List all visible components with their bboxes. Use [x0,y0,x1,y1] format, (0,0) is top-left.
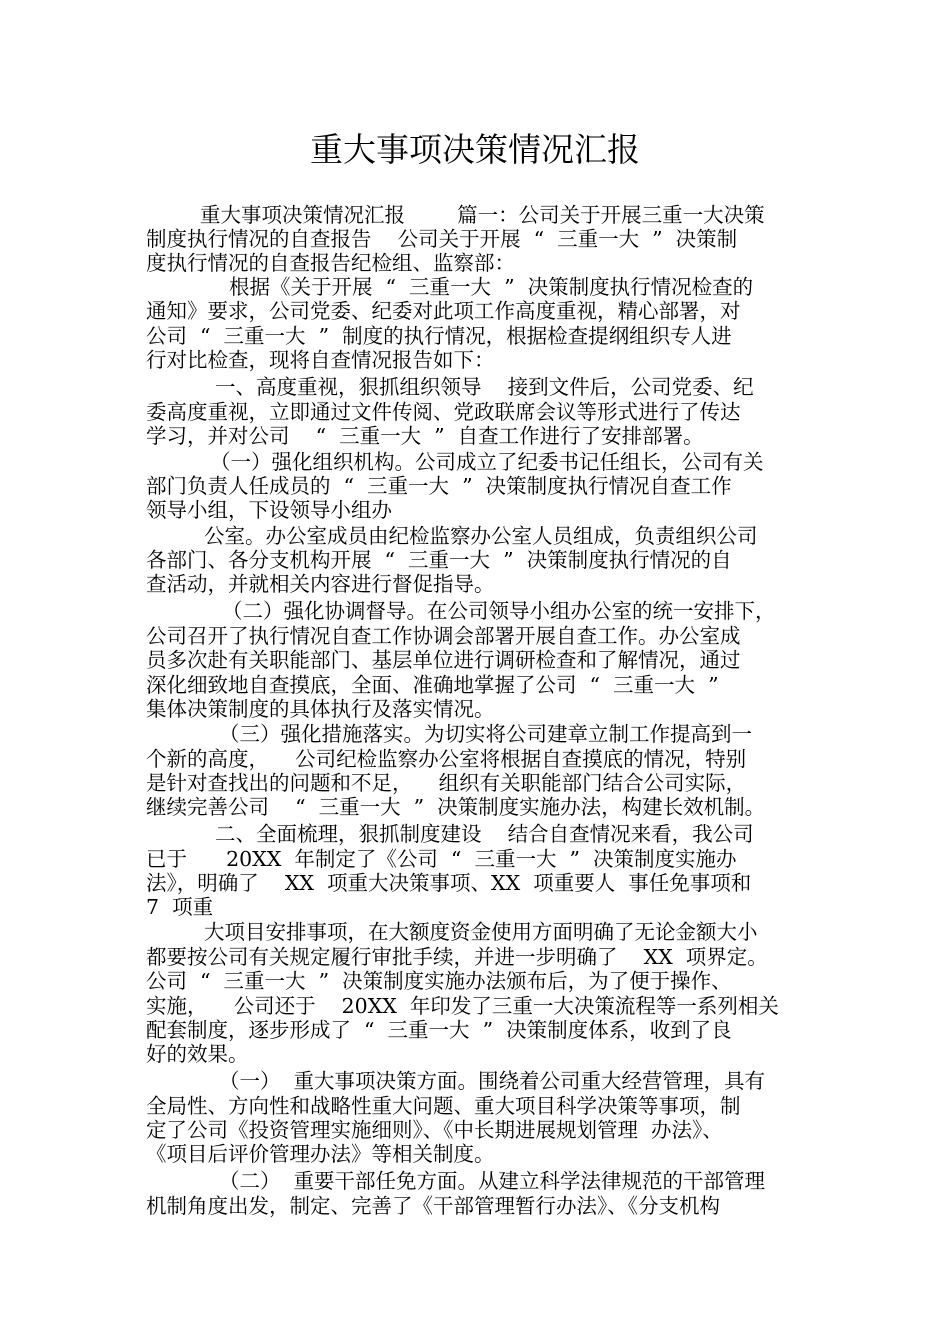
paragraph-line: 查活动，并就相关内容进行督促指导。 [146,572,495,596]
paragraph-line: （一） 重大事项决策方面。围绕着公司重大经营管理，具有 [219,1069,766,1093]
paragraph-line: 配套制度，逐步形成了 “ 三重一大 ” 决策制度体系，收到了良 [146,1018,732,1042]
paragraph-line: 行对比检查，现将自查情况报告如下： [146,348,495,372]
paragraph-line: 部门负责人任成员的 “ 三重一大 ” 决策制度执行情况自查工作 [146,474,732,498]
paragraph-line: 定了公司《投资管理实施细则》、《中长期进展规划管理 办法》、 [146,1118,723,1142]
paragraph-line: 学习，并对公司 “ 三重一大 ” 自查工作进行了安排部署。 [146,424,704,448]
paragraph-line: （一）强化组织机构。公司成立了纪委书记任组长，公司有关 [210,450,764,474]
paragraph-line: 领导小组，下设领导小组办 [146,498,392,522]
paragraph-line: 大项目安排事项，在大额度资金使用方面明确了无论金额大小 [204,920,758,944]
paragraph-line: 都要按公司有关规定履行审批手续，并进一步明确了 XX 项界定。 [146,945,768,969]
paragraph-line: 二、全面梳理，狠抓制度建设 结合自查情况来看，我公司 [215,822,754,846]
paragraph-line: 公司召开了执行情况自查工作协调会部署开展自查工作。办公室成 [146,624,741,648]
paragraph-line: （三）强化措施落实。为切实将公司建章立制工作提高到一 [219,722,752,746]
paragraph-line: 一、高度重视，狠抓组织领导 接到文件后，公司党委、纪 [215,375,754,399]
paragraph-line: 继续完善公司 “ 三重一大 ” 决策制度实施办法，构建长效机制。 [146,795,766,819]
paragraph-line: 员多次赴有关职能部门、基层单位进行调研检查和了解情况，通过 [146,648,741,672]
paragraph-line: 7 项重 [146,895,214,919]
paragraph-line: 实施， 公司还于 20XX 年印发了三重一大决策流程等一系列相关 [146,994,779,1018]
paragraph-line: 个新的高度， 公司纪检监察办公室将根据自查摸底的情况，特别 [146,747,747,771]
paragraph-line: 集体决策制度的具体执行及落实情况。 [146,697,495,721]
paragraph-line: 法》，明确了 XX 项重大决策事项、XX 项重要人 事任免事项和 [146,871,752,895]
paragraph-line: 《项目后评价管理办法》等相关制度。 [146,1142,495,1166]
paragraph-line: 公司 “ 三重一大 ” 决策制度实施办法颁布后，为了便于操作、 [146,969,732,993]
paragraph-line: 委高度重视，立即通过文件传阅、党政联席会议等形式进行了传达 [146,400,741,424]
paragraph-line: 好的效果。 [146,1042,249,1066]
paragraph-line: （二）强化协调督导。在公司领导小组办公室的统一安排下， [222,599,776,623]
paragraph-line: （二） 重要干部任免方面。从建立科学法律规范的干部管理 [219,1169,766,1193]
paragraph-line: 机制角度出发，制定、完善了《干部管理暂行办法》、《分支机构 [146,1194,720,1218]
paragraph-line: 各部门、各分支机构开展 “ 三重一大 ” 决策制度执行情况的自 [146,548,732,572]
document-title: 重大事项决策情况汇报 [310,130,640,169]
paragraph-line: 公司 “ 三重一大 ” 制度的执行情况，根据检查提纲组织专人进 [146,324,732,348]
paragraph-line: 全局性、方向性和战略性重大问题、重大项目科学决策等事项，制 [146,1094,741,1118]
paragraph-line: 是针对查找出的问题和不足， 组织有关职能部门结合公司实际， [146,771,747,795]
paragraph-line: 制度执行情况的自查报告 公司关于开展 “ 三重一大 ” 决策制 [146,227,738,251]
paragraph-line: 公室。办公室成员由纪检监察办公室人员组成，负责组织公司 [204,524,758,548]
paragraph-line: 根据《关于开展 “ 三重一大 ” 决策制度执行情况检查的 [229,275,754,299]
paragraph-line: 度执行情况的自查报告纪检组、监察部： [146,251,515,275]
paragraph-line: 重大事项决策情况汇报 篇一：公司关于开展三重一大决策 [200,203,765,227]
paragraph-line: 已于 20XX 年制定了《公司 “ 三重一大 ” 决策制度实施办 [146,847,737,871]
paragraph-line: 通知》要求，公司党委、纪委对此项工作高度重视，精心部署，对 [146,299,741,323]
paragraph-line: 深化细致地自查摸底，全面、准确地掌握了公司 “ 三重一大 ” [146,673,719,697]
